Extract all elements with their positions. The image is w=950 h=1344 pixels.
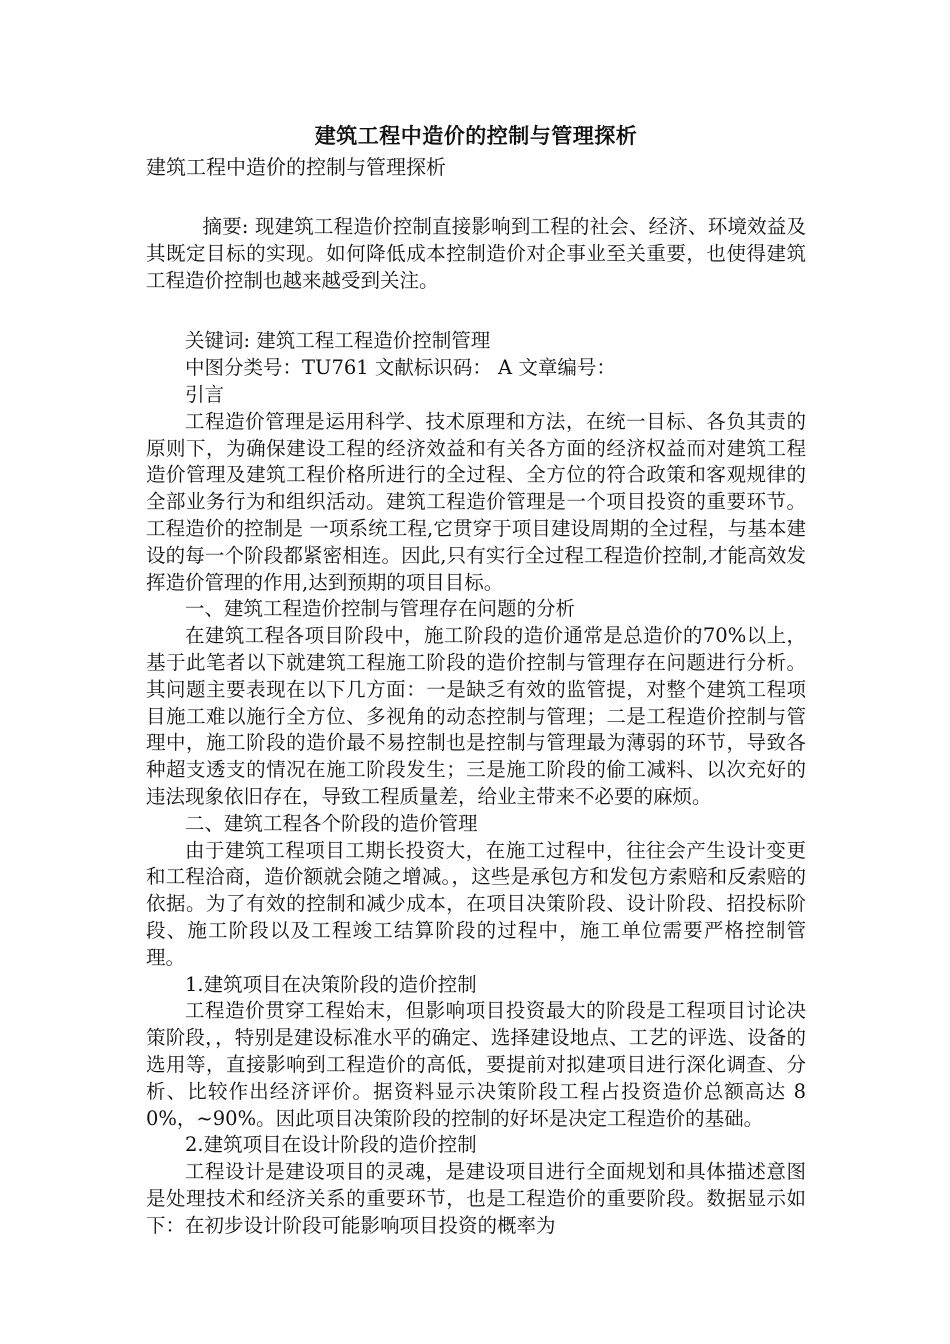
- document-subtitle: 建筑工程中造价的控制与管理探析: [146, 155, 446, 179]
- document-page: [146, 118, 806, 1239]
- section-heading: 二、建筑工程各个阶段的造价管理: [185, 811, 478, 835]
- section-heading: 一、建筑工程造价控制与管理存在问题的分析: [185, 597, 576, 621]
- body-paragraph: 由于建筑工程项目工期长投资大，在施工过程中，往往会产生设计变更和工程洽商，造价额就会随之增减。，这些是承包方和发包方索赔和反索赔的依据。为了有效的控制和减少成本，在项目决策阶段、设计阶段、招投标阶段、施工阶段以及工程竣工结算阶段的过程中，施工单位需要严格控制管理。: [146, 838, 806, 969]
- document-title: 建筑工程中造价的控制与管理探析: [314, 123, 638, 148]
- intro-heading: 引言: [185, 382, 225, 406]
- body-paragraph: 工程设计是建设项目的灵魂，是建设项目进行全面规划和具体描述意图是处理技术和经济关系的重要环节，也是工程造价的重要阶段。数据显示如下：在初步设计阶段可能影响项目投资的概率为: [146, 1160, 806, 1237]
- classification-line: 中图分类号：TU761 文献标识码： A 文章编号：: [185, 356, 616, 380]
- abstract-paragraph: 摘要: 现建筑工程造价控制直接影响到工程的社会、经济、环境效益及其既定目标的实现。如何降低成本控制造价对企事业至关重要，也使得建筑工程造价控制也越来越受到关注。: [146, 215, 806, 292]
- body-paragraph: 工程造价管理是运用科学、技术原理和方法，在统一目标、各负其责的原则下，为确保建设工程的经济效益和有关各方面的经济权益而对建筑工程造价管理及建筑工程价格所进行的全过程、全方位的符合政策和客观规律的全部业务行为和组织活动。建筑工程造价管理是一个项目投资的重要环节。工程造价的控制是 一项系统工程,它贯穿于项目建设周期的全过程，与基本建设的每一个阶段都紧密相连。因此,只有实行全过程工程造价控制,才能高效发挥造价管理的作用,达到预期的项目目标。: [146, 409, 806, 594]
- subsection-heading: 2.建筑项目在设计阶段的造价控制: [185, 1133, 477, 1157]
- body-paragraph: 工程造价贯穿工程始末，但影响项目投资最大的阶段是工程项目讨论决策阶段，，特别是建设标准水平的确定、选择建设地点、工艺的评选、设备的选用等，直接影响到工程造价的高低，要提前对拟建项目进行深化调查、分析、比较作出经济评价。据资料显示决策阶段工程占投资造价总额高达 80%，~90%。因此项目决策阶段的控制的好坏是决定工程造价的基础。: [146, 999, 806, 1130]
- subsection-heading: 1.建筑项目在决策阶段的造价控制: [185, 972, 477, 996]
- body-paragraph: 在建筑工程各项目阶段中，施工阶段的造价通常是总造价的70%以上，基于此笔者以下就建筑工程施工阶段的造价控制与管理存在问题进行分析。其问题主要表现在以下几方面：一是缺乏有效的监管提，对整个建筑工程项目施工难以施行全方位、多视角的动态控制与管理；二是工程造价控制与管理中，施工阶段的造价最不易控制也是控制与管理最为薄弱的环节，导致各种超支透支的情况在施工阶段发生；三是施工阶段的偷工减料、以次充好的违法现象依旧存在，导致工程质量差，给业主带来不必要的麻烦。: [146, 624, 806, 808]
- keywords-line: 关键词: 建筑工程工程造价控制管理: [185, 329, 491, 353]
